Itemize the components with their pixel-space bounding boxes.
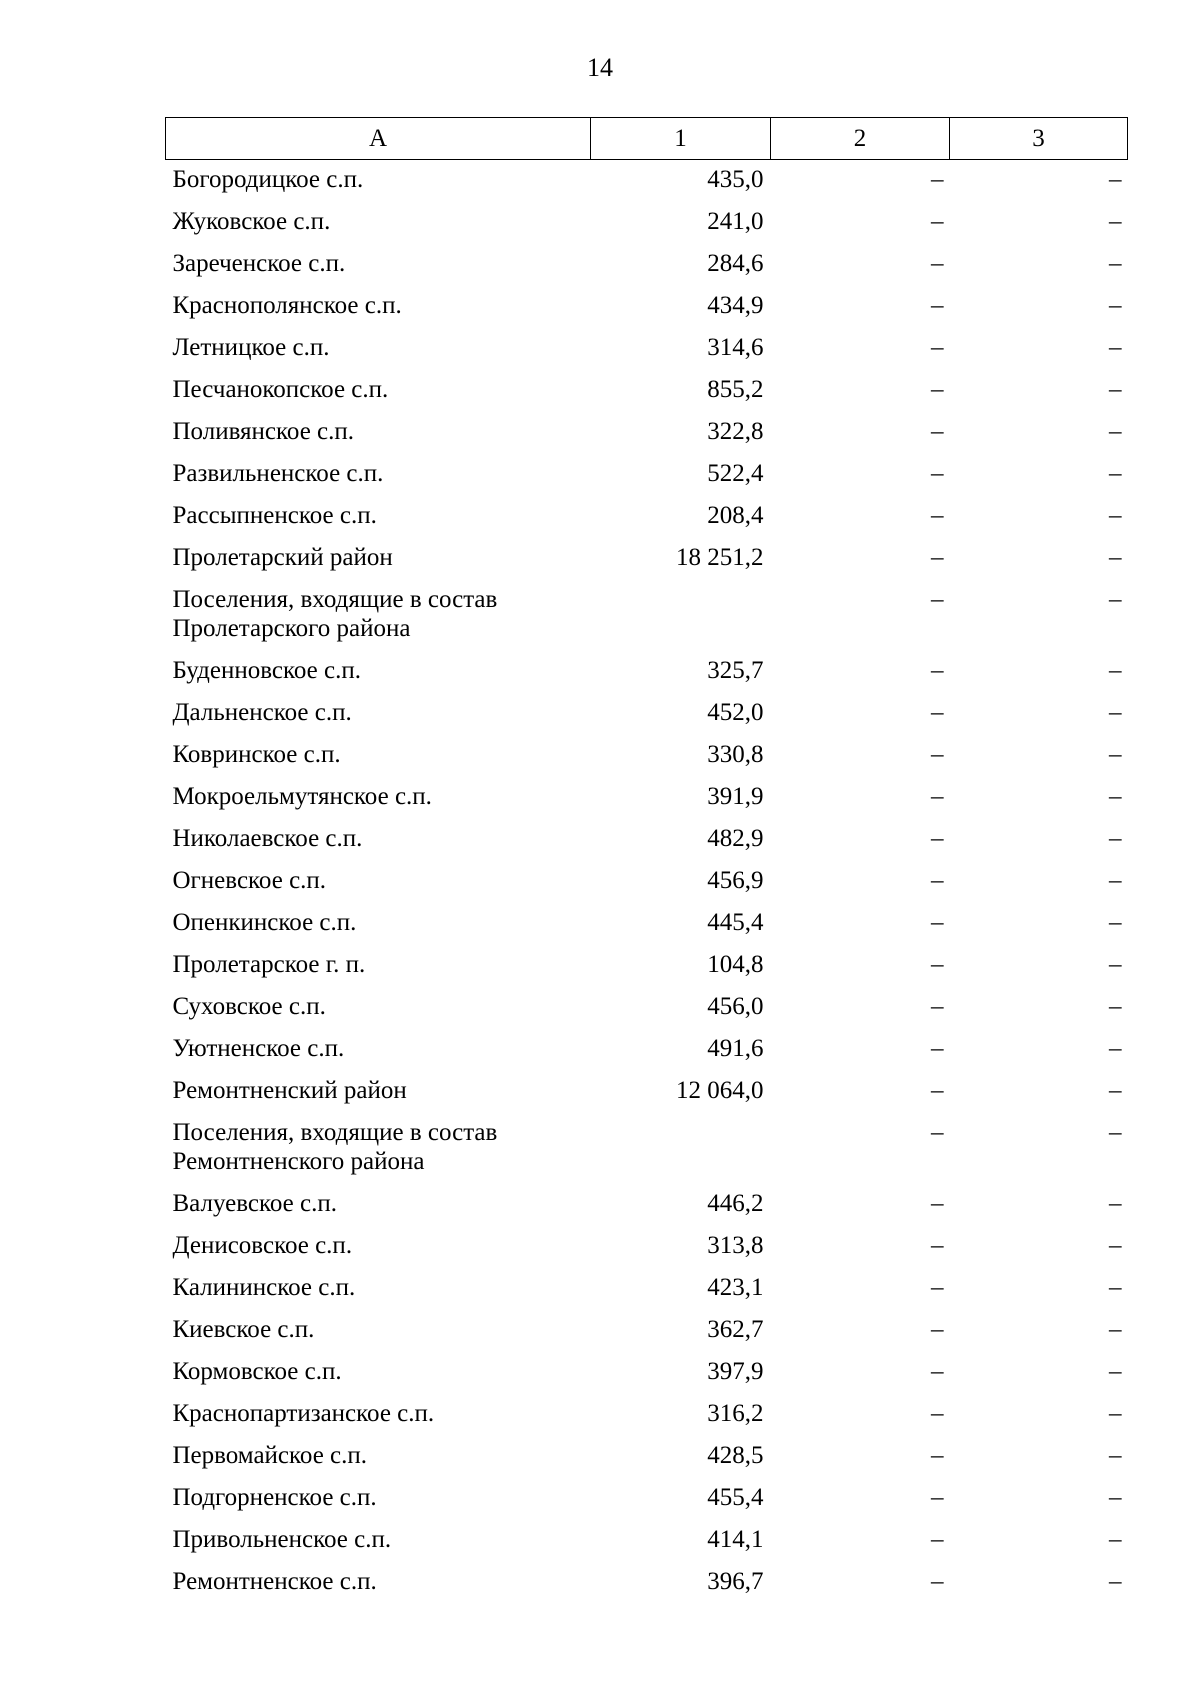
row-name-cell: Кормовское с.п.: [172, 1357, 342, 1385]
row-value-col-3: –: [1109, 950, 1122, 978]
row-name-cell: Пролетарское г. п.: [172, 950, 366, 978]
row-value-col-2: –: [931, 1525, 944, 1553]
row-value-col-2: –: [931, 992, 944, 1020]
table-row: [166, 944, 1128, 986]
row-name-cell: Краснопартизанское с.п.: [172, 1399, 435, 1427]
page-number: 14: [587, 53, 613, 82]
table-row: [166, 495, 1128, 537]
row-value-col-2: –: [931, 1273, 944, 1301]
row-name-cell: Привольненское с.п.: [172, 1525, 392, 1553]
table-row: [166, 327, 1128, 369]
row-value-col-1: 445,4: [707, 908, 764, 936]
row-value-col-3: –: [1109, 249, 1122, 277]
row-name-cell: Опенкинское с.п.: [172, 908, 357, 936]
row-value-col-1: 482,9: [707, 824, 764, 852]
table-row: [166, 1561, 1128, 1603]
table-row: [166, 160, 1128, 201]
row-value-col-2: –: [931, 1076, 944, 1104]
table-row: [166, 986, 1128, 1028]
row-value-col-1: 491,6: [707, 1034, 764, 1062]
row-value-col-3: –: [1109, 1357, 1122, 1385]
row-value-col-3: –: [1109, 1315, 1122, 1343]
row-name-cell: Уютненское с.п.: [172, 1034, 345, 1062]
row-name-cell: Развильненское с.п.: [172, 459, 384, 487]
row-value-col-2: –: [931, 1567, 944, 1595]
row-value-col-3: –: [1109, 207, 1122, 235]
row-value-col-3: –: [1109, 291, 1122, 319]
row-value-col-1: 455,4: [707, 1483, 764, 1511]
row-value-col-3: –: [1109, 866, 1122, 894]
header-col-3: 3: [950, 118, 1128, 160]
row-value-col-2: –: [931, 1315, 944, 1343]
row-name-cell: Валуевское с.п.: [172, 1189, 337, 1217]
row-value-col-3: –: [1109, 824, 1122, 852]
row-value-col-2: –: [931, 1399, 944, 1427]
row-value-col-3: –: [1109, 1525, 1122, 1553]
row-value-col-1: 397,9: [707, 1357, 764, 1385]
table-row: [166, 1435, 1128, 1477]
row-value-col-2: –: [931, 1483, 944, 1511]
table-row: [166, 1112, 1128, 1183]
row-value-col-1: 362,7: [707, 1315, 764, 1343]
row-name-cell: Денисовское с.п.: [172, 1231, 353, 1259]
row-value-col-1: [591, 1112, 771, 1183]
row-value-col-3: –: [1109, 333, 1122, 361]
row-value-col-3: –: [1109, 375, 1122, 403]
row-value-col-1: 446,2: [707, 1189, 764, 1217]
row-value-col-1: 322,8: [707, 417, 764, 445]
table-row: [166, 1309, 1128, 1351]
row-name-cell: Поливянское с.п.: [172, 417, 355, 445]
header-row: [166, 118, 1128, 160]
row-value-col-3: –: [1109, 1567, 1122, 1595]
row-value-col-1: 12 064,0: [676, 1076, 764, 1104]
row-value-col-2: –: [931, 950, 944, 978]
row-value-col-3: –: [1109, 459, 1122, 487]
row-value-col-1: 456,9: [707, 866, 764, 894]
data-table: [165, 117, 1128, 1603]
row-value-col-3: –: [1109, 417, 1122, 445]
row-name-cell: Краснополянское с.п.: [172, 291, 402, 319]
row-value-col-3: –: [1109, 1118, 1122, 1146]
row-value-col-3: –: [1109, 1231, 1122, 1259]
row-value-col-2: –: [931, 1189, 944, 1217]
table-row: [166, 1351, 1128, 1393]
table-header: [166, 118, 1128, 160]
row-name-cell: Поселения, входящие в состав Пролетарского района: [172, 585, 498, 642]
table-row: [166, 411, 1128, 453]
row-value-col-2: –: [931, 459, 944, 487]
row-value-col-3: –: [1109, 166, 1122, 193]
row-value-col-1: 428,5: [707, 1441, 764, 1469]
row-value-col-3: –: [1109, 740, 1122, 768]
table-row: [166, 1267, 1128, 1309]
table-row: [166, 818, 1128, 860]
table-row: [166, 734, 1128, 776]
row-name-cell: Ремонтненское с.п.: [172, 1567, 377, 1595]
table-row: [166, 776, 1128, 818]
row-value-col-2: –: [931, 824, 944, 852]
table-row: [166, 650, 1128, 692]
row-value-col-3: –: [1109, 1441, 1122, 1469]
row-value-col-3: –: [1109, 992, 1122, 1020]
row-name-cell: Поселения, входящие в состав Ремонтненского района: [172, 1118, 498, 1175]
row-value-col-1: 435,0: [707, 166, 764, 193]
row-value-col-2: –: [931, 782, 944, 810]
row-value-col-2: –: [931, 866, 944, 894]
row-name-cell: Калининское с.п.: [172, 1273, 356, 1301]
row-value-col-3: –: [1109, 585, 1122, 613]
row-value-col-1: 423,1: [707, 1273, 764, 1301]
table-row: [166, 692, 1128, 734]
row-value-col-1: 330,8: [707, 740, 764, 768]
row-name-cell: Летницкое с.п.: [172, 333, 330, 361]
table-row: [166, 860, 1128, 902]
row-name-cell: Подгорненское с.п.: [172, 1483, 377, 1511]
row-name-cell: Жуковское с.п.: [172, 207, 331, 235]
row-value-col-1: [591, 579, 771, 650]
row-value-col-1: 208,4: [707, 501, 764, 529]
row-value-col-3: –: [1109, 1399, 1122, 1427]
row-name-cell: Николаевское с.п.: [172, 824, 363, 852]
table-row: [166, 1225, 1128, 1267]
row-value-col-2: –: [931, 333, 944, 361]
row-value-col-3: –: [1109, 698, 1122, 726]
row-value-col-2: –: [931, 908, 944, 936]
row-value-col-1: 104,8: [707, 950, 764, 978]
row-value-col-3: –: [1109, 1483, 1122, 1511]
row-name-cell: Мокроельмутянское с.п.: [172, 782, 432, 810]
row-value-col-2: –: [931, 698, 944, 726]
row-name-cell: Зареченское с.п.: [172, 249, 346, 277]
row-name-cell: Ковринское с.п.: [172, 740, 341, 768]
table-row: [166, 1028, 1128, 1070]
table-row: [166, 1393, 1128, 1435]
row-name-cell: Пролетарский район: [172, 543, 393, 571]
row-value-col-1: 18 251,2: [676, 543, 764, 571]
row-value-col-3: –: [1109, 656, 1122, 684]
row-name-cell: Буденновское с.п.: [172, 656, 361, 684]
table-row: [166, 369, 1128, 411]
table-row: [166, 537, 1128, 579]
row-value-col-2: –: [931, 543, 944, 571]
row-name-cell: Песчанокопское с.п.: [172, 375, 389, 403]
table-row: [166, 201, 1128, 243]
row-value-col-2: –: [931, 1441, 944, 1469]
row-value-col-3: –: [1109, 1273, 1122, 1301]
row-name-cell: Огневское с.п.: [172, 866, 327, 894]
row-value-col-1: 241,0: [707, 207, 764, 235]
row-value-col-2: –: [931, 207, 944, 235]
row-value-col-3: –: [1109, 1189, 1122, 1217]
row-value-col-2: –: [931, 417, 944, 445]
row-value-col-1: 434,9: [707, 291, 764, 319]
row-value-col-3: –: [1109, 543, 1122, 571]
header-col-1: 1: [591, 118, 771, 160]
row-value-col-2: –: [931, 249, 944, 277]
row-value-col-1: 325,7: [707, 656, 764, 684]
row-value-col-1: 316,2: [707, 1399, 764, 1427]
row-value-col-3: –: [1109, 1034, 1122, 1062]
row-value-col-2: –: [931, 1231, 944, 1259]
row-value-col-1: 414,1: [707, 1525, 764, 1553]
row-name-cell: Рассыпненское с.п.: [172, 501, 377, 529]
row-name-cell: Ремонтненский район: [172, 1076, 407, 1104]
row-value-col-3: –: [1109, 782, 1122, 810]
row-name-cell: Суховское с.п.: [172, 992, 326, 1020]
table-row: [166, 1183, 1128, 1225]
table-row: [166, 1477, 1128, 1519]
row-value-col-1: 456,0: [707, 992, 764, 1020]
header-col-2: 2: [771, 118, 950, 160]
row-value-col-2: –: [931, 1118, 944, 1146]
row-value-col-1: 855,2: [707, 375, 764, 403]
row-value-col-2: –: [931, 1034, 944, 1062]
row-value-col-2: –: [931, 291, 944, 319]
row-value-col-1: 391,9: [707, 782, 764, 810]
row-value-col-2: –: [931, 740, 944, 768]
row-value-col-1: 396,7: [707, 1567, 764, 1595]
row-value-col-2: –: [931, 1357, 944, 1385]
row-value-col-3: –: [1109, 1076, 1122, 1104]
table-row: [166, 1070, 1128, 1112]
table-row: [166, 902, 1128, 944]
row-name-cell: Дальненское с.п.: [172, 698, 352, 726]
table-row: [166, 1519, 1128, 1561]
row-value-col-1: 452,0: [707, 698, 764, 726]
row-name-cell: Киевское с.п.: [172, 1315, 315, 1343]
row-value-col-2: –: [931, 166, 944, 193]
table-row: [166, 243, 1128, 285]
row-value-col-2: –: [931, 585, 944, 613]
table-body: [166, 160, 1128, 1603]
row-value-col-3: –: [1109, 501, 1122, 529]
header-col-a: А: [166, 118, 591, 160]
row-value-col-1: 314,6: [707, 333, 764, 361]
row-value-col-2: –: [931, 501, 944, 529]
row-value-col-1: 284,6: [707, 249, 764, 277]
table-row: [166, 453, 1128, 495]
row-value-col-1: 522,4: [707, 459, 764, 487]
row-name-cell: Богородицкое с.п.: [172, 166, 364, 193]
table-row: [166, 285, 1128, 327]
row-value-col-3: –: [1109, 908, 1122, 936]
row-value-col-2: –: [931, 375, 944, 403]
table-row: [166, 579, 1128, 650]
row-value-col-2: –: [931, 656, 944, 684]
row-name-cell: Первомайское с.п.: [172, 1441, 368, 1469]
row-value-col-1: 313,8: [707, 1231, 764, 1259]
